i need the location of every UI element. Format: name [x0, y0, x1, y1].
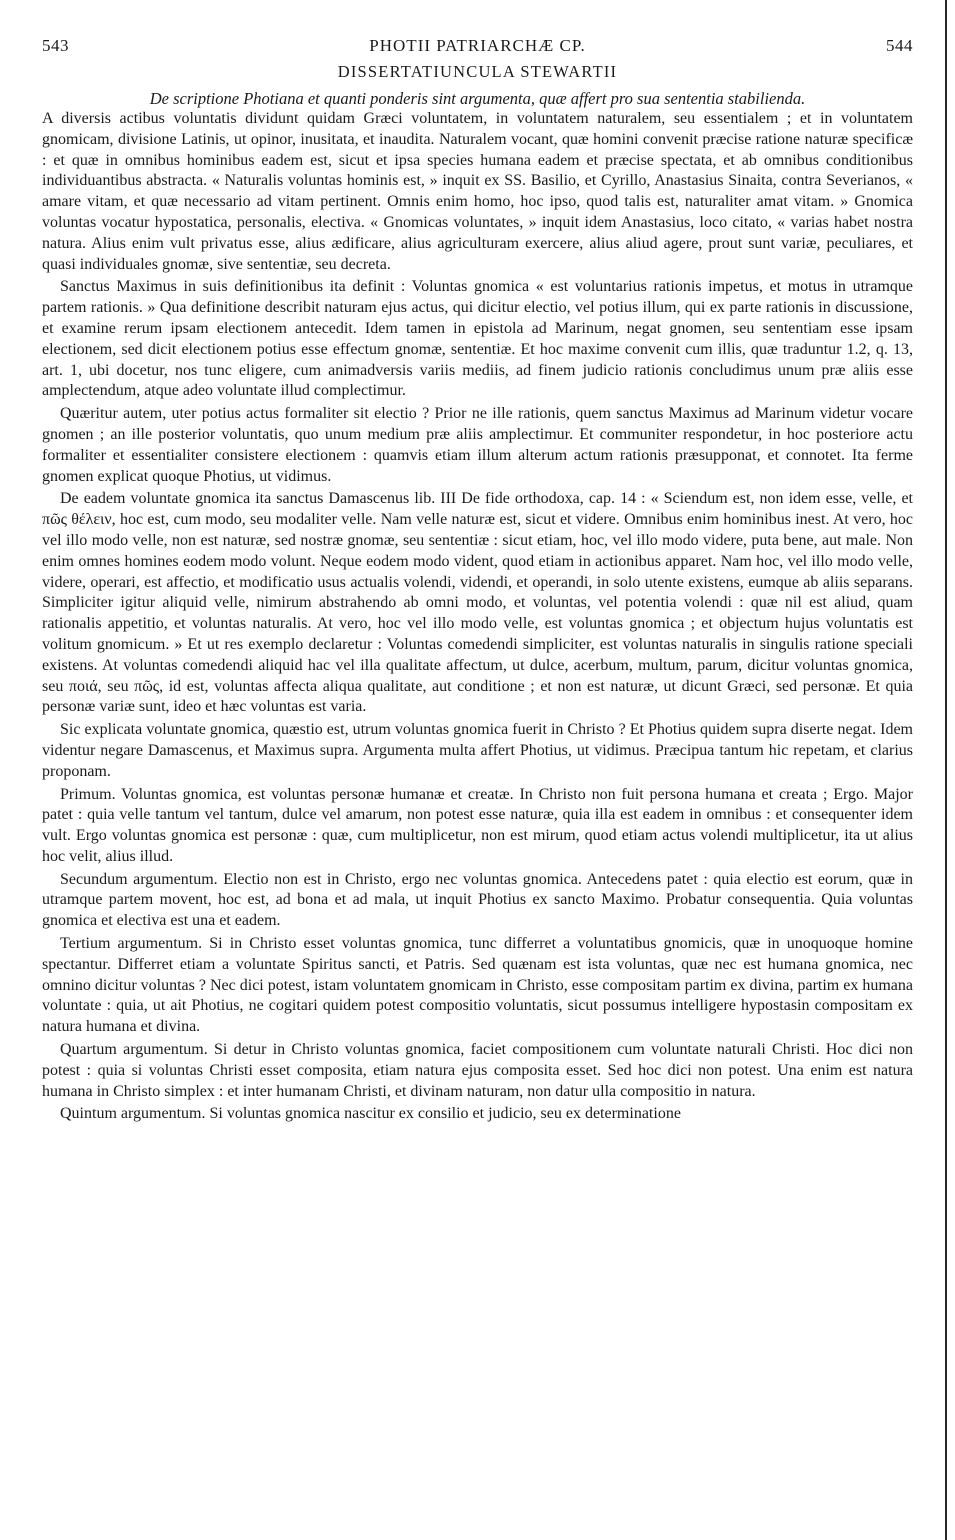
paragraph: Sic explicata voluntate gnomica, quæstio est, utrum voluntas gnomica fuerit in Christo ? Et Photius quidem supra diserte negat. Idem videntur negare Damascenus, et Maximus supra. Argumenta multa affert Photius, ut vidimus. Præcipua tantum hic repetam, et clarius proponam. — [42, 721, 913, 780]
paragraph: Quartum argumentum. Si detur in Christo voluntas gnomica, faciet compositionem cum voluntate naturali Christi. Hoc dici non potest : quia si voluntas Christi esset composita, etiam natura ejus composita esset. Sed hoc dici non potest. Una enim est natura humana in Christo simplex : et inter humanam Christi, et divinam naturam, non datur ulla compositio in natura. — [42, 1041, 913, 1100]
running-header — [42, 36, 913, 58]
paragraph: Quæritur autem, uter potius actus formaliter sit electio ? Prior ne ille rationis, quem sanctus Maximus ad Marinum videtur vocare gnomen ; an ille posterior voluntatis, quo unum medium præ aliis amplectimur. Et communiter respondetur, in hoc posteriore actu formaliter et essentialiter consistere electionem : quamvis etiam illum alterum actum rationis præsupponat, et connotet. Ita ferme gnomen explicat quoque Photius, ut vidimus. — [42, 405, 913, 485]
paragraph: Secundum argumentum. Electio non est in Christo, ergo nec voluntas gnomica. Antecedens patet : quia electio est eorum, quæ in utramque partem movent, hoc est, ad bona et ad mala, ut inquit Photius ex sancto Maximo. Probatur consequentia. Quia voluntas gnomica et electiva est una et eadem. — [42, 870, 913, 930]
page-edge-line — [945, 0, 947, 1540]
paragraph: De eadem voluntate gnomica ita sanctus Damascenus lib. III De fide orthodoxa, cap. 14 : « Sciendum est, non idem esse, velle, et πῶς θέλειν, hoc est, cum modo, seu modaliter velle. Nam velle naturæ est, sicut et videre. Omnibus enim hominibus inest. At vero, hoc vel illo modo velle, non est naturæ, sed nostræ gnomæ, seu sententiæ : sicut etiam, hoc, vel illo modo videre, puta bene, aut male. Non enim omnes homines eodem modo volunt. Neque eodem modo vident, quod etiam in actionibus apparet. Nam hoc, vel illo modo velle, videre, operari, est affectio, et modificatio usus actualis volendi, videndi, et operandi, in solo utente existens, eumque ab aliis separans. Simpliciter igitur aliquid velle, nimirum abstrahendo ab omni modo, et voluntas, vel potentia volendi : quæ nil est aliud, quam rationalis appetitio, et voluntas naturalis. At vero, hoc vel illo modo velle, est voluntas gnomica ; et objectum hujus voluntatis est volitum gnomicum. » Et ut res exemplo declaretur : Voluntas comedendi simpliciter, est voluntas naturalis in singulis ratione speciali existens. At voluntas comedendi aliquid hac vel illa qualitate affectum, ut dulce, acerbum, multum, parum, dicitur voluntas gnomica, seu ποιά, seu πῶς, id est, voluntas affecta aliqua qualitate, aut conditione ; et non est naturæ, ut dicunt Græci, sed personæ. Et quia personæ variæ sunt, ideo et hæc voluntas est varia. — [42, 490, 913, 716]
running-title: PHOTII PATRIARCHÆ CP. — [369, 36, 586, 55]
paragraph: Tertium argumentum. Si in Christo esset voluntas gnomica, tunc differret a voluntatibus gnomicis, quæ in unoquoque homine spectantur. Differret etiam a voluntate Spiritus sancti, et Patris. Sed quænam est ista voluntas, quæ nec est humana gnomica, nec omnino dicitur voluntas ? Nec dici potest, istam voluntatem gnomicam in Christo, esse compositam partim ex divina, partim ex humana voluntate : quia, ut ait Photius, ne cogitari quidem potest compositio voluntatis, sicut possumus intelligere hypostasin compositam ex natura humana et divina. — [42, 935, 913, 1036]
section-subtitle: De scriptione Photiana et quanti ponderis sint argumenta, quæ affert pro sua sententia stabilienda. — [149, 89, 806, 108]
page-number-right: 544 — [886, 36, 913, 55]
paragraph: A diversis actibus voluntatis dividunt quidam Græci voluntatem, in voluntatem naturalem, seu essentialem ; et in voluntatem gnomicam, divisione Latinis, ut opinor, inusitata, et inaudita. Naturalem vocant, quæ homini convenit præcise ratione naturæ specificæ : et quæ in omnibus hominibus eadem est, sicut et ipsa species humana eadem et præcise spectata, et ab omnibus conditionibus individuantibus abstracta. « Naturalis voluntas hominis est, » inquit ex SS. Basilio, et Cyrillo, Anastasius Sinaita, contra Severianos, « amare vitam, et quæ necessario ad vitam pertinent. Omnis enim homo, hoc ipso, quod talis est, naturaliter amat vitam. » Gnomica voluntas vocatur hypostatica, personalis, electiva. « Gnomicas voluntates, » inquit idem Anastasius, loco citato, « varias habet nostra natura. Alius enim vult privatus esse, alius ædificare, alius agriculturam exercere, alius aliud agere, prout sunt variæ, peculiares, et quasi individuales gnomæ, sive sententiæ, seu decreta. — [42, 110, 913, 273]
page-number-left: 543 — [42, 36, 69, 55]
paragraph: Primum. Voluntas gnomica, est voluntas personæ humanæ et creatæ. In Christo non fuit persona humana et creata ; Ergo. Major patet : quia velle tantum vel tantum, dulce vel amarum, non potest esse naturæ, quia illa est eadem in omnibus : et consequenter idem vult. Ergo voluntas gnomica est personæ : quæ, cum multiplicetur, non est mirum, quod etiam actus volendi multiplicetur, ita ut alius hoc velit, alius illud. — [42, 785, 913, 865]
paragraph: Quintum argumentum. Si voluntas gnomica nascitur ex consilio et judicio, seu ex determinatione — [60, 1105, 681, 1123]
paragraph: Sanctus Maximus in suis definitionibus ita definit : Voluntas gnomica « est voluntarius rationis impetus, et motus in utramque partem rationis. » Qua definitione describit naturam ejus actus, qui dicitur electio, vel potius illum, qui ex parte rationis in discussione, et examine rerum ipsam electionem antecedit. Idem tamen in epistola ad Marinum, negat gnomen, seu sententiam esse ipsam electionem, sed dicit electionem potius esse effectum gnomæ, sententiæ. Et hoc maxime convenit cum illis, quæ traduntur 1.2, q. 13, art. 1, ubi docetur, nos tunc eligere, cum animadversis variis mediis, ad finem judicio rationis concludimus unum præ aliis esse amplectendum, atque adeo voluntate illud complectimur. — [42, 278, 913, 400]
section-title: DISSERTATIUNCULA STEWARTII — [337, 62, 618, 81]
